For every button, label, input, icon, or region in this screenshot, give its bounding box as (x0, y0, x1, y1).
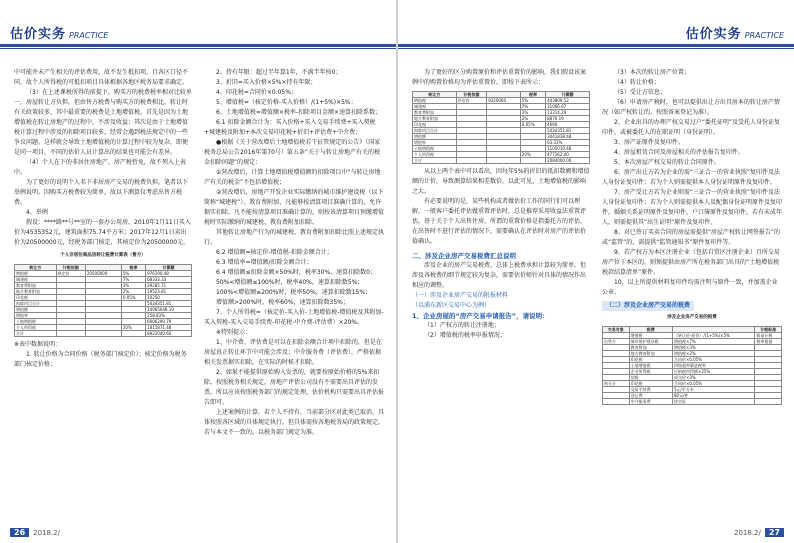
paragraph: 2、企业出具的办理产权交易过户“委托证明”及受托人身份证复印件，或被委托人的在职证明（身份证明）。 (602, 119, 781, 136)
subsection-heading: （一）涉及企业房产交易的附报材料 (412, 292, 509, 299)
table-cell: 增值税×3% (672, 345, 754, 351)
right-page-header (686, 12, 784, 42)
paragraph: （3）在上述课税所得的前提下，购买方的税费税率相对比较单一，房屋转让方负担，但由售方税费与购买方的税费相比，转让时有关政策较多，其中最重要的税费是土地增值税。首先是因为土地增值税在转让房地产的过程中，不涉及收益；其次是由于土地增值税计算过程中涉及的扣除项目较多，经常会遇到税法规定中的一些争议问题。这样就会导致土地增值税的计算过程中较为复杂，即便是同一项目，不同的估价人员计算出的结果也可能会有差异。 (14, 89, 192, 156)
table-cell: 购买方 (603, 381, 630, 387)
table-cell: 地方教育附加 (413, 116, 457, 122)
table-cell: 2084000.00 (546, 158, 590, 164)
table-cell: 0.05% (520, 122, 545, 128)
paragraph: 从以上两个表中可以看出，因每年5%的折旧的抵扣数额和增值额的计价，导致测算结果相差数倍，以此可见，土地增值税的影响之大。 (412, 168, 590, 195)
table-cell: 2% (121, 289, 145, 295)
table-cell: 7% (121, 277, 145, 283)
table-cell: 印花税 (15, 295, 57, 301)
table-cell: 增值率 (413, 140, 457, 146)
table-cell: 19523.81 (146, 289, 192, 295)
right-column-2-text (602, 68, 782, 298)
table-cell: 成交价×3% (672, 375, 754, 381)
table-cell: 交易手续费 (629, 387, 672, 393)
table-cell: 税费 (629, 327, 672, 333)
table-cell: 土地增值税 (413, 146, 457, 152)
table-cell: 增值税×2% (672, 351, 754, 357)
paragraph: 50%<增值额≤100%时，税率40%，速算扣除数5%； (216, 279, 364, 286)
table-cell (603, 399, 630, 405)
table-cell: 城市维护建设税 (629, 339, 672, 345)
table-cell (121, 331, 145, 337)
table-cell: 个人所得税 (15, 325, 57, 331)
paragraph: 4、举例 (26, 209, 48, 216)
paragraph: 3、房产证原件及复印件。 (614, 139, 684, 146)
paragraph: 5、增值税=（核定价格-买入价格）/(1+5%)×5%； (216, 99, 357, 106)
table-cell: 9320000 (487, 98, 521, 104)
table-cell: 14065648.19 (146, 307, 192, 313)
section-subtitle: PRACTICE (744, 31, 784, 40)
table-cell: 扣除项目合计 (15, 301, 57, 307)
table-cell: 13314.29 (546, 110, 590, 116)
section-title: 估价实务 (10, 27, 67, 42)
table-cell: 3% (121, 283, 145, 289)
table-cell: 63.33% (546, 140, 590, 146)
paragraph: 有必要说明的是，某些机构或者做估价工作的同行们可以理解，一般客户委托评估做重置评估时，总是推荐采用收益法重置评估。基于关于个人出售住房，所谓的重置价格是指委托方的评估，在出售时不进行评估的情况下，需要确认在评估时对房产的评估价值确认。 (412, 198, 587, 245)
table-cell: 扣除项目合计 (413, 128, 457, 134)
section-heading: （二）涉及企业房产交易的税费 (602, 301, 694, 311)
table-cell: 计算额 (546, 92, 590, 98)
table-cell: 合计 (413, 158, 457, 164)
table-cell: 增值税 (413, 98, 457, 104)
table-cell: 简易计税 (755, 333, 782, 339)
paragraph: 4、房屋租赁合同及房屋相关的评估报告复印件。 (614, 149, 744, 156)
paragraph: 7、个人所得税=（核定价-买入价-土地增值税-增值税及其附加-买入契税-买入交易手续费-印花税-中介费-评估费）×20%。 (204, 309, 384, 326)
table-cell: 477262.40 (546, 152, 590, 158)
table-cell: 登记费 (629, 393, 672, 399)
paragraph: 涉及企业的房产交易税费，总体上税费承担计算较为简单，但涉及各税费的细节规定较为复杂，需要估价师针对具体的情况作出相应的调整。 (412, 262, 587, 289)
table-cell: 企业所得税 (629, 369, 672, 375)
table-cell: 计税依据 (56, 265, 85, 271)
table-cell: 68333.33 (146, 277, 192, 283)
table-cell: 教育附加 (629, 345, 672, 351)
table-cell: 评估价 (456, 98, 487, 104)
paragraph: 6、房产出让方若为企业的需“三证合一的营业执照”复印件及法人身份证复印件；若为个人则需提供本人身份证明原件及复印件。 (602, 169, 781, 186)
table-cell: 契税 (629, 375, 672, 381)
paragraph: ※表中数据说明： (14, 341, 62, 348)
table-row (413, 158, 590, 164)
header-rule-thin (0, 48, 396, 49)
table-cell: 443809.52 (546, 98, 590, 104)
table-cell: 合计 (15, 331, 57, 337)
table-cell: 合同价×0.05% (672, 357, 754, 363)
table-cell: 80元/件 (672, 393, 754, 399)
table-cell: 3441838.48 (546, 134, 590, 140)
table-cell: 城建税 (413, 104, 457, 110)
table-cell: 税率根据 (755, 339, 782, 345)
table-cell: 中介服务费 (629, 399, 672, 405)
header-rule-thin (398, 48, 794, 49)
table-cell: 5434351.81 (546, 128, 590, 134)
list-heading: 1、企业房屋的“房产交易申请报告”，请说明： (412, 312, 549, 320)
right-column-1 (412, 68, 590, 341)
paragraph: 4、印花税=合同价×0.05%； (216, 89, 297, 96)
table-cell: 地方教育附加 (15, 289, 57, 295)
table-cell: 核定价 (56, 271, 85, 277)
paragraph: 5、本次房屋产权交易的转让合同原件。 (614, 159, 720, 166)
table-cell (755, 399, 782, 405)
paragraph: 1. 转让价格为合同价格（税务部门核定价）；核定价格为税务部门核定价格； (14, 351, 187, 368)
paragraph: 为了更好的说明个人名下非居房产交易的税费负担，笔者以下举例说明。因购买方税费较为简单，故以下测算仅考虑出售方税费。 (14, 179, 189, 206)
table-cell: 土地增值税 (15, 319, 57, 325)
paragraph: （6）申请房产税时，也可以提供出让方出具房本的转让房产情况（如产权转让的，按照备案登记为准）。 (602, 99, 780, 116)
table-row (603, 399, 782, 405)
list-item: （2）增值税的税率申报情况； (424, 332, 506, 339)
table-cell: 20% (121, 325, 145, 331)
table-cell: 计税依据 (456, 92, 487, 98)
paragraph: 假设：****路**号**室的一套办公用房，2010年1月11日买入价为4535352元，建筑面积75.74平方米；2017年12月1日卖出价为20500000元，经税务部门核定，其核定价为20500000元。 (14, 219, 191, 246)
header-rule (398, 44, 794, 47)
tax-calc-table-left (14, 264, 192, 337)
table-cell: 增值额 (413, 134, 457, 140)
table-cell: 20% (520, 152, 545, 158)
table-cell (56, 331, 85, 337)
paragraph: 100%<增值额≤200%时，税率50%，速算扣除数15%； (216, 289, 372, 296)
table-cell (487, 158, 521, 164)
page-number: 27 (765, 528, 784, 537)
left-page-header (10, 12, 108, 42)
table-cell: 计算额 (146, 265, 192, 271)
paragraph: 6.1 扣除金额合计为：买入价格+买入交易手续费+买入契税+城建税及附加+本次交易印花税+折旧+评估费+中介费； (204, 119, 376, 136)
table-cell: 个人所得税 (413, 152, 457, 158)
table-cell: 城建税 (15, 277, 57, 283)
table-cell: 按实际 (672, 399, 754, 405)
table-cell: 2% (520, 116, 545, 122)
paragraph: 6.4 增值额≤扣除金额×50%时，税率30%，速算扣除数0； (216, 269, 376, 276)
paragraph: （4）转让价格； (614, 79, 660, 86)
table-cell: 增值税×7% (672, 339, 754, 345)
table-cell: 5% (121, 271, 145, 277)
table-cell: 合同价×0.05% (672, 381, 754, 387)
paragraph: ②营改增后，房地产开发企业实际缴纳的城市维护建设税（以下简称“城建税”）、教育费附加，凡能够按清算项目准确计算的，允许据实扣除。凡不能按清算项目准确计算的，则按该清算项目预缴增值税时实际缴纳的城建税、教育费附加扣除。 (204, 189, 385, 226)
paragraph: 2、如果不能提供原始购入发票的，就要按原始价格的5%来扣除。按照税务相关规定，房地产评估公司没有不需要出具评估的发票，所以应该按照税务部门的规定处理，估价机构只需要出具评估报告即可。 (204, 369, 385, 406)
header-rule (0, 44, 396, 47)
table-cell: 29285.71 (146, 283, 192, 289)
left-column-1 (14, 68, 192, 370)
table-cell: 31066.67 (546, 104, 590, 110)
table-title: 涉及企业房产交易的税费 (667, 315, 717, 320)
paragraph: 上述案例的计算，若个人不持有，当前部分区对此类已取消，具体按照各区域的具体规定执行，但具体需按各地税务局的政策规定，若与本文不一致的，以税务部门规定为准。 (204, 409, 385, 436)
issue-label: 2018.2/ (734, 528, 761, 537)
paragraph: （4）个人在下的非居住房地产，房产税暂免，故不列入上表中。 (14, 159, 186, 176)
left-page (0, 0, 396, 543)
paragraph: ●根据《关于营改增后土地增值税若干征管规定的公告》（国家税务总局公告2016年第70号）第五条“关于与转让房地产有关的税金扣除问题”的规定： (204, 139, 381, 166)
table-cell: 计税标准 (755, 327, 782, 333)
table-cell (85, 331, 121, 337)
paragraph: 2、持有年限：超过半年算1年，不满半年按0； (216, 69, 342, 76)
table-cell: 地方教育附加 (629, 351, 672, 357)
table-cell: 增值税 (629, 333, 672, 339)
paragraph: （3）本次的转让房产位置； (614, 69, 690, 76)
paragraph: 6.3 增值率=增值额/扣除金额合计； (216, 259, 313, 266)
paragraph: 其他转让房地产行为的城建税、教育费附加扣除比照上述规定执行。 (204, 229, 385, 246)
table-cell: 税率 (520, 92, 545, 98)
paragraph: 中可能并未产生相关的评估费用，故不发生抵扣项，且各区口径不同，故个人所得税的可抵扣项目具体根据各地区税务局要求确定。 (14, 69, 189, 86)
right-column-2 (602, 68, 782, 408)
table-cell: 10250 (146, 295, 192, 301)
table-cell: 4660 (546, 122, 590, 128)
paragraph: 增值额>200%时，税率60%，速算扣除数35%； (216, 299, 349, 306)
paragraph: 6.2 增值额=核定价-增值税-扣除金额合计； (216, 249, 333, 256)
left-column-2 (204, 68, 384, 438)
paragraph: 9、若产权方为本区注册企业（包括自贸区注册企业）且所交易房产位于本区的，则须提供由房产所在税务部门出具的“土地增值税税款结算清单”原件。 (602, 249, 780, 276)
table-cell: 7% (520, 104, 545, 110)
table-cell: 3% (520, 110, 545, 116)
table-cell: 教育费附加 (413, 110, 457, 116)
table-cell: 印花税 (629, 381, 672, 387)
paragraph: （5）受让方信息； (614, 89, 666, 96)
table-cell: 8876.19 (546, 116, 590, 122)
table-cell: 0.05% (121, 295, 145, 301)
table-cell: 印花税 (629, 357, 672, 363)
subsection-heading-note: （以浦东新区交易中心为例） (412, 302, 491, 309)
right-page (398, 0, 794, 543)
paragraph: 8、对已签订买卖合同的房屋需提供“房屋产权转让网签报告”的或“监管”的，需提供“监管通知书”原件复印件等。 (602, 229, 781, 246)
table-cell: 1811871.48 (146, 325, 192, 331)
section-heading: 二、涉及企业房产交易税费汇总说明 (412, 252, 516, 260)
table-cell: 5434351.81 (146, 301, 192, 307)
table-cell: 出售方 (603, 339, 630, 345)
paragraph: 7、房产受让方若为企业则需“三证合一的营业执照”复印件及法人身份证复印件；若为个人则需提供本人及配偶身份证明原件及复印件，婚姻关系证明原件及复印件，户口簿原件及复印件，若有未成年人，则需提供其“出生证明”原件及复印件。 (602, 189, 783, 226)
table-cell: 976190.48 (146, 271, 192, 277)
table-cell: 税率 (121, 265, 145, 271)
list-item: （1）产权方的转让注册地； (424, 322, 500, 329)
right-footer (734, 528, 784, 537)
table-cell: 258.83% (146, 313, 192, 319)
table-cell: 印花税 (413, 122, 457, 128)
table-title: 个人非居住商品房转让税费计算表（售方） (60, 253, 146, 258)
table-cell: 转让方 (15, 265, 57, 271)
table-cell: 20500000 (85, 271, 121, 277)
table-cell (456, 158, 487, 164)
table-cell: 5% (520, 98, 545, 104)
table-cell: 土地增值税 (629, 363, 672, 369)
paragraph: 1、中介费、评估费是可以在扣除金额合计项中扣除的，但是在房屋真正转让环节中可能会涉及；中介服务费（评估费），严格依据相关发票据实扣除，在实际的时候才扣除。 (204, 339, 382, 366)
section-subtitle: PRACTICE (69, 31, 109, 40)
table-cell: 四级超率累进税率 (672, 363, 754, 369)
table-cell: 增值额 (15, 307, 57, 313)
page-number: 26 (10, 528, 29, 537)
paragraph: 6、土地增值税=增值额×税率-扣除项目金额×速算扣除系数； (216, 109, 382, 116)
table-cell: 5元/平方米 (672, 387, 754, 393)
table-cell: 交易对象 (603, 327, 630, 333)
table-cell: 1105010.48 (546, 146, 590, 152)
table-cell: 增值率 (15, 313, 57, 319)
paragraph: 3、折旧=买入价格×5%×持有年限； (216, 79, 317, 86)
table-cell (520, 158, 545, 164)
paragraph: 为了更好的区分购置原价和评估重置价的影响，我们假设该案例中的购置价格均为评估重置价，即按下表所示： (412, 69, 587, 86)
paragraph: 10、以上所提供材料复印件均需注明与原件一致，并加盖企业公章。 (602, 279, 778, 296)
issue-label: 2018.2/ (33, 528, 60, 537)
table-cell: 应纳税所得额×25% (672, 369, 754, 375)
paragraph: ①营改增后，计算土地增值税增值额的扣除项目中“与转让房地产有关的税金”不包括增值税； (204, 169, 381, 186)
tax-calc-table-right (412, 91, 590, 164)
table-cell: （转让价-原价）/(1+5%)×5% (672, 333, 754, 339)
left-footer (10, 528, 60, 537)
table-cell: 教育费附加 (15, 283, 57, 289)
table-row (15, 331, 192, 337)
paragraph: ※特别提示： (216, 329, 252, 336)
table-cell: 8922040.60 (146, 331, 192, 337)
table-cell: 6006290.79 (146, 319, 192, 325)
section-title: 估价实务 (685, 27, 742, 42)
enterprise-tax-table (602, 326, 782, 405)
table-cell: 增值税 (15, 271, 57, 277)
table-cell: 转让方 (413, 92, 457, 98)
